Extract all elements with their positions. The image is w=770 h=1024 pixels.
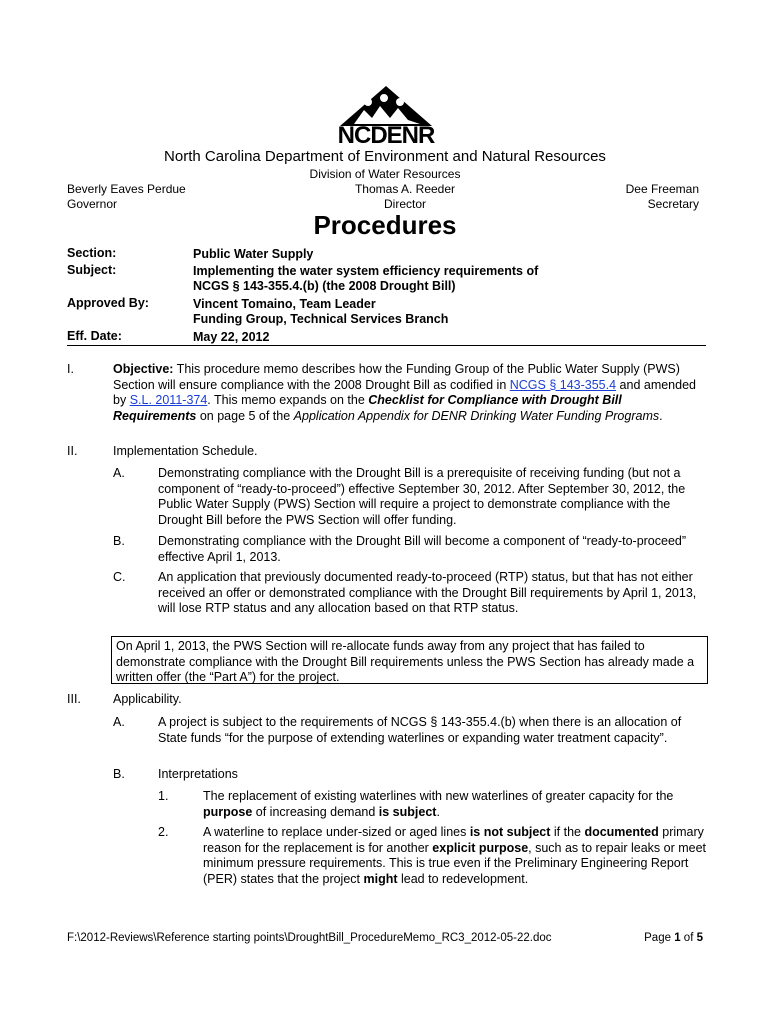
- interp-text: primary reason for the replacement is for another: [203, 825, 704, 855]
- interp-emphasis: is subject: [378, 804, 437, 819]
- interp-text: of increasing demand: [252, 804, 379, 819]
- footer-page-number: [644, 931, 703, 946]
- approved-value-line2: Funding Group, Technical Services Branch: [193, 312, 449, 326]
- section-1-number: I.: [67, 362, 74, 376]
- item-2c-text: An application that previously documented ready-to-proceed (RTP) status, but that has not either received an offer or demonstrated compliance with the Drought Bill requirements by April 1, 2013, will lose RTP status and any allocation based on that RTP status.: [158, 570, 697, 615]
- section-value: Public Water Supply: [193, 247, 314, 261]
- section-3-heading: Applicability.: [113, 692, 182, 706]
- approved-label: Approved By:: [67, 296, 149, 310]
- interp-text: A waterline to replace under-sized or aged lines: [203, 825, 470, 839]
- interp-2-text: [203, 825, 706, 887]
- footer-file-path: F:\2012-Reviews\Reference starting points\DroughtBill_ProcedureMemo_RC3_2012-05-22.doc: [67, 932, 552, 944]
- section-2-number: II.: [67, 444, 78, 458]
- appendix-title: Application Appendix for DENR Drinking Water Funding Programs: [293, 408, 660, 423]
- session-law-link[interactable]: S.L. 2011-374: [129, 393, 208, 407]
- header-rule: [67, 345, 706, 346]
- division-name: Division of Water Resources: [309, 167, 461, 181]
- item-3b-text: Interpretations: [158, 767, 238, 781]
- page-current: 1: [674, 932, 681, 944]
- department-name: North Carolina Department of Environment and Natural Resources: [164, 148, 606, 165]
- interp-1-text: [203, 789, 706, 820]
- objective-label: Objective:: [113, 362, 174, 376]
- subject-label: Subject:: [67, 263, 117, 277]
- interp-emphasis: explicit purpose: [432, 840, 529, 855]
- checklist-title: Checklist for Compliance with Drought Bill Requirements: [113, 393, 622, 423]
- item-2c-number: C.: [113, 570, 126, 584]
- interp-2-number: 2.: [158, 825, 169, 839]
- objective-text: on page 5 of the: [196, 408, 294, 423]
- reallocation-notice-text: On April 1, 2013, the PWS Section will re-allocate funds away from any project that has failed to demonstrate compliance with the Drought Bill requirements unless the PWS Section has already made a written offer (the “Part A”) for the project.: [116, 639, 695, 684]
- interp-text: if the: [550, 825, 585, 839]
- item-2b-text: Demonstrating compliance with the Drought Bill will become a component of “ready-to-proceed” effective April 1, 2013.: [158, 534, 687, 564]
- subject-value-line1: Implementing the water system efficiency requirements of: [193, 264, 539, 278]
- director-name: Thomas A. Reeder: [354, 182, 456, 196]
- objective-text: . This memo expands on the: [207, 393, 369, 407]
- page-total: 5: [696, 932, 703, 944]
- date-value: May 22, 2012: [193, 330, 270, 344]
- interp-text: The replacement of existing waterlines with new waterlines of greater capacity for the: [203, 789, 674, 803]
- item-3a-number: A.: [113, 715, 125, 729]
- director-title: Director: [383, 197, 426, 211]
- governor-title: Governor: [67, 197, 118, 211]
- interp-emphasis: purpose: [203, 804, 253, 819]
- item-2b-number: B.: [113, 534, 125, 548]
- governor-name: Beverly Eaves Perdue: [67, 182, 186, 196]
- objective-text: and amended by: [113, 377, 696, 407]
- section-3-number: III.: [67, 692, 81, 706]
- secretary-title: Secretary: [647, 197, 699, 211]
- interp-emphasis: documented: [584, 825, 659, 839]
- interp-text: lead to redevelopment.: [397, 871, 529, 886]
- interp-text: .: [436, 804, 440, 819]
- interp-text: , such as to repair leaks or meet minimum pressure requirements. This is true even if the Preliminary Engineering Report (PER) states that the project: [203, 840, 707, 886]
- interp-1-number: 1.: [158, 789, 169, 803]
- objective-text: This procedure memo describes how the Funding Group of the Public Water Supply (PWS) Section will ensure compliance with the 2008 Drought Bill as codified in: [113, 362, 680, 392]
- reallocation-notice-box: [111, 636, 708, 684]
- item-3a-text: A project is subject to the requirements of NCGS § 143-355.4.(b) when there is an allocation of State funds “for the purpose of extending waterlines or expanding water treatment capacity”.: [158, 715, 682, 745]
- item-2a-text: Demonstrating compliance with the Drought Bill is a prerequisite of receiving funding (but not a component of “ready-to-proceed”) effective September 30, 2012. After September 30, 2012, the Public Water Supply (PWS) Section will require a project to demonstrate compliance with the Drought Bill before the PWS Section will offer funding.: [158, 466, 686, 527]
- section-1-objective: [113, 362, 705, 424]
- ncgs-link[interactable]: NCGS § 143-355.4: [509, 377, 617, 392]
- section-2-heading: Implementation Schedule.: [113, 444, 258, 458]
- logo-text: NCDENR: [337, 122, 435, 149]
- subject-value-line2: NCGS § 143-355.4.(b) (the 2008 Drought Bill): [193, 279, 456, 293]
- objective-text: .: [659, 408, 663, 423]
- page-prefix: Page: [644, 932, 675, 944]
- page-title: Procedures: [313, 210, 457, 240]
- approved-value-line1: Vincent Tomaino, Team Leader: [193, 297, 376, 311]
- item-2a-number: A.: [113, 466, 125, 480]
- page-mid: of: [680, 932, 697, 944]
- section-label: Section:: [67, 246, 117, 260]
- interp-emphasis: might: [363, 871, 398, 886]
- secretary-name: Dee Freeman: [625, 182, 699, 196]
- interp-emphasis: is not subject: [469, 825, 551, 839]
- item-3b-number: B.: [113, 767, 125, 781]
- date-label: Eff. Date:: [67, 329, 122, 343]
